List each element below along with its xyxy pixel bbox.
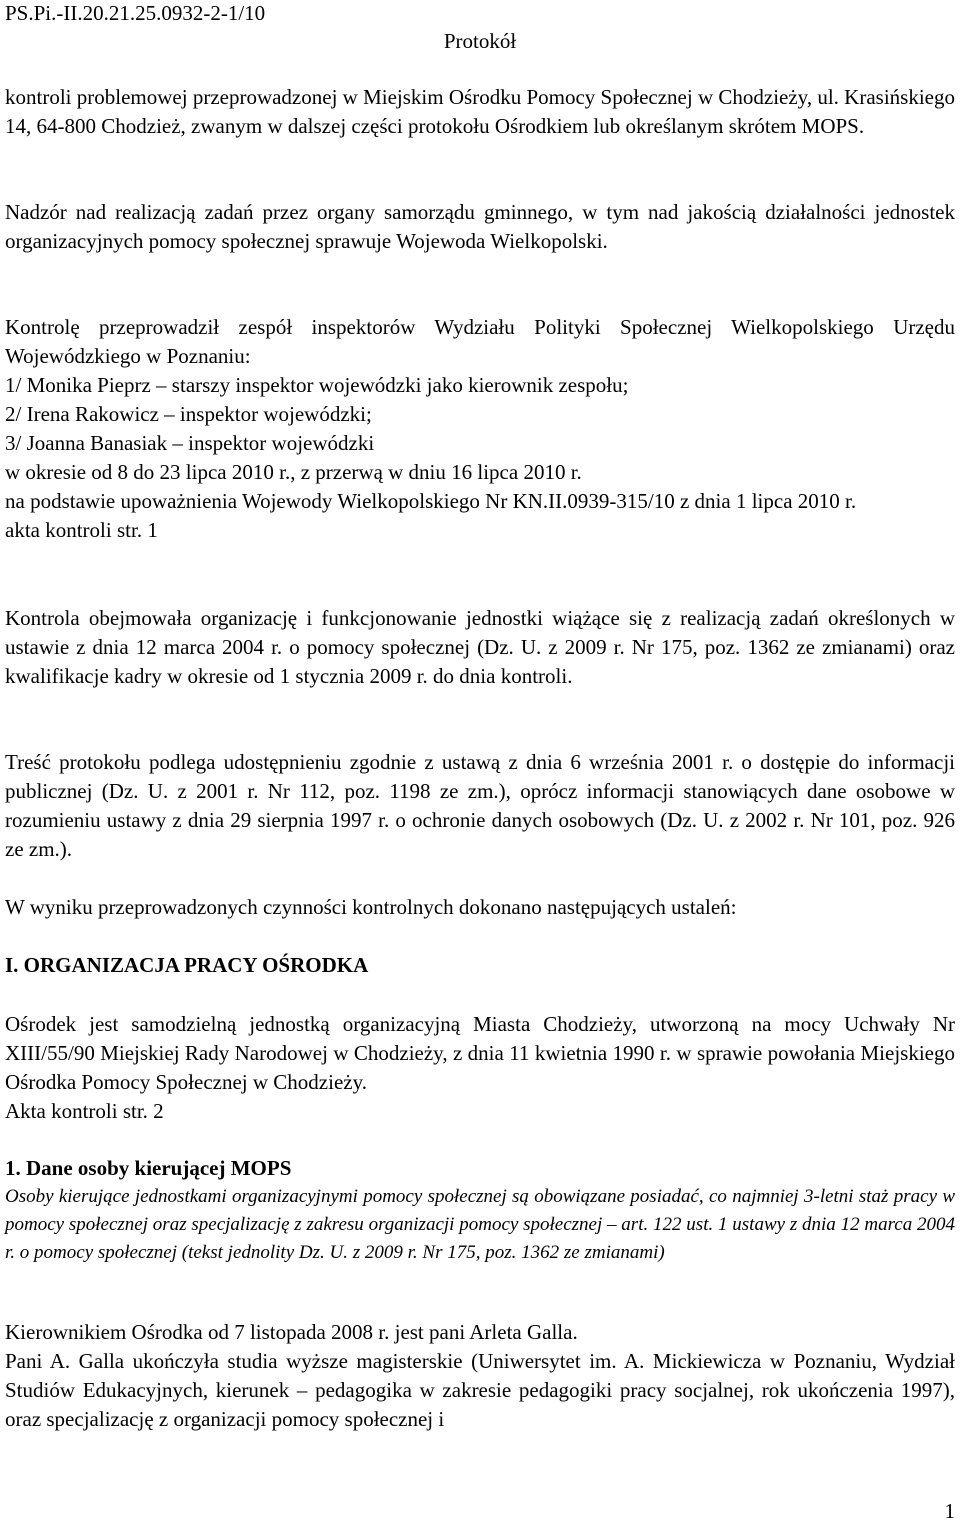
disclosure-paragraph: Treść protokołu podlega udostępnieniu zgodnie z ustawą z dnia 6 września 2001 r. o dostępie do informacji publicznej (Dz. U. z 2001 r. Nr 112, poz. 1198 ze zm.), oprócz informacji stanowiących dane osobowe w rozumieniu ustawy z dnia 29 sierpnia 1997 r. o ochronie danych osobowych (Dz. U. z 2002 r. Nr 101, poz. 926 ze zm.). xyxy=(5,750,955,861)
intro-paragraph: kontroli problemowej przeprowadzonej w Miejskim Ośrodku Pomocy Społecznej w Chodzieży, ul. Krasińskiego 14, 64-800 Chodzież, zwanym w dalszej części protokołu Ośrodkiem lub określanym skrótem MOPS. xyxy=(5,85,955,138)
section-heading-organization: I. ORGANIZACJA PRACY OŚRODKA xyxy=(5,953,369,977)
team-member-1: 1/ Monika Pieprz – starszy inspektor wojewódzki jako kierownik zespołu; xyxy=(5,373,629,397)
team-member-3: 3/ Joanna Banasiak – inspektor wojewódzki xyxy=(5,431,375,455)
findings-intro: W wyniku przeprowadzonych czynności kontrolnych dokonano następujących ustaleń: xyxy=(5,895,737,919)
director-education: Pani A. Galla ukończyła studia wyższe magisterskie (Uniwersytet im. A. Mickiewicza w Poznaniu, Wydział Studiów Edukacyjnych, kierunek – pedagogika w zakresie pedagogiki pracy socjalnej, rok ukończenia 1997), oraz specjalizację z organizacji pomocy społecznej i xyxy=(5,1349,955,1431)
team-member-2: 2/ Irena Rakowicz – inspektor wojewódzki; xyxy=(5,402,372,426)
authorization-text: na podstawie upoważnienia Wojewody Wielkopolskiego Nr KN.II.0939-315/10 z dnia 1 lipca 2010 r. xyxy=(5,489,857,513)
supervision-paragraph: Nadzór nad realizacją zadań przez organy samorządu gminnego, w tym nad jakością działalności jednostek organizacyjnych pomocy społecznej sprawuje Wojewoda Wielkopolski. xyxy=(5,200,955,253)
director-statement: Kierownikiem Ośrodka od 7 listopada 2008 r. jest pani Arleta Galla. xyxy=(5,1320,578,1344)
legal-requirement-note: Osoby kierujące jednostkami organizacyjnymi pomocy społecznej są obowiązane posiadać, co najmniej 3-letni staż pracy w pomocy społecznej oraz specjalizację z zakresu organizacji pomocy społecznej – art. 122 ust. 1 ustawy z dnia 12 marca 2004 r. o pomocy społecznej (tekst jednolity Dz. U. z 2009 r. Nr 175, poz. 1362 ze zmianami) xyxy=(5,1186,955,1263)
scope-paragraph: Kontrola obejmowała organizację i funkcjonowanie jednostki wiążące się z realizacją zadań określonych w ustawie z dnia 12 marca 2004 r. o pomocy społecznej (Dz. U. z 2009 r. Nr 175, poz. 1362 ze zmianami) oraz kwalifikacje kadry w okresie od 1 stycznia 2009 r. do dnia kontroli. xyxy=(5,606,955,688)
document-title: Protokół xyxy=(443,29,517,53)
page-number: 1 xyxy=(944,1499,955,1523)
section-organization xyxy=(5,1010,955,1126)
team-intro: Kontrolę przeprowadził zespół inspektorów Wydziału Polityki Społecznej Wielkopolskiego Urzędu Wojewódzkiego w Poznaniu: xyxy=(5,315,955,368)
inspection-team-section xyxy=(5,313,955,545)
director-section xyxy=(5,1318,955,1434)
subsection-heading-director: 1. Dane osoby kierującej MOPS xyxy=(5,1156,292,1180)
files-reference-1: akta kontroli str. 1 xyxy=(5,518,158,542)
document-reference: PS.Pi.-II.20.21.25.0932-2-1/10 xyxy=(5,1,266,25)
inspection-period: w okresie od 8 do 23 lipca 2010 r., z przerwą w dniu 16 lipca 2010 r. xyxy=(5,460,582,484)
organization-body: Ośrodek jest samodzielną jednostką organizacyjną Miasta Chodzieży, utworzoną na mocy Uchwały Nr XIII/55/90 Miejskiej Rady Narodowej w Chodzieży, z dnia 11 kwietnia 1990 r. w sprawie powołania Miejskiego Ośrodka Pomocy Społecznej w Chodzieży. xyxy=(5,1012,955,1094)
files-reference-2: Akta kontroli str. 2 xyxy=(5,1099,164,1123)
